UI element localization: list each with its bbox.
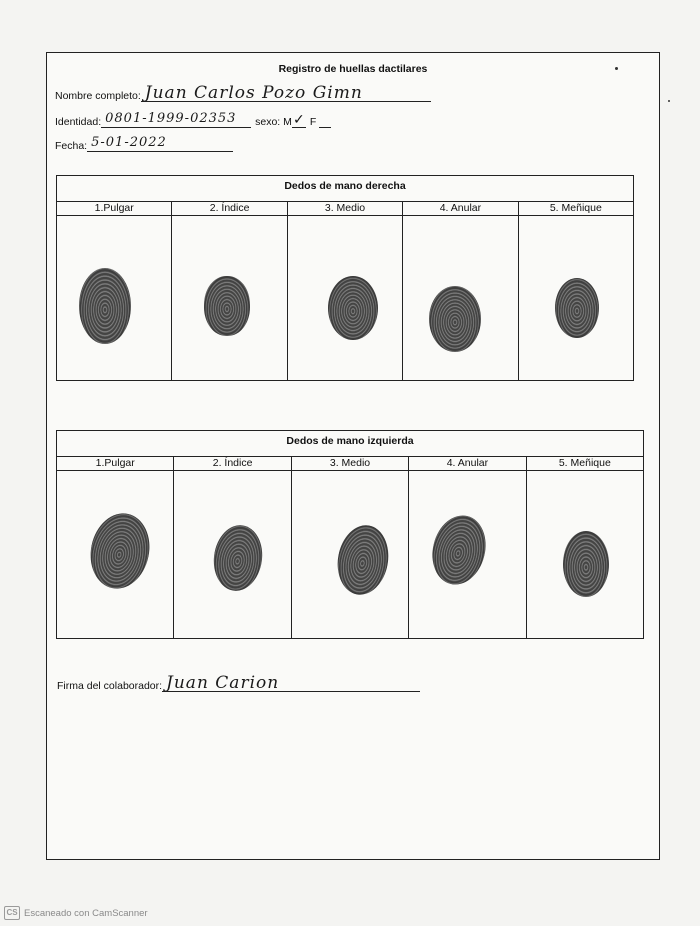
fingerprint-form [46, 52, 660, 860]
left-ring-cell [409, 471, 526, 638]
left-thumb-cell [57, 471, 174, 638]
fingerprint-image [426, 510, 493, 591]
camscanner-logo-icon: CS [4, 906, 20, 920]
ink-speck [668, 100, 670, 102]
check-icon: ✓ [293, 112, 305, 128]
signature-handwriting: Juan Carion [166, 673, 280, 693]
scanner-watermark [4, 906, 148, 920]
left-hand-cells [57, 471, 643, 638]
fingerprint-image [332, 521, 393, 599]
fingerprint-image [429, 286, 481, 352]
left-col-thumb: 1.Pulgar [57, 457, 174, 470]
id-label: Identidad: [55, 116, 102, 128]
name-handwriting: Juan Carlos Pozo Gimn [144, 83, 363, 103]
right-little-cell [519, 216, 633, 380]
fingerprint-image [328, 276, 378, 340]
left-col-middle: 3. Medio [292, 457, 409, 470]
left-col-index: 2. Índice [174, 457, 291, 470]
date-label: Fecha: [55, 140, 88, 152]
signature-label: Firma del colaborador: [57, 680, 163, 692]
fingerprint-image [563, 531, 609, 597]
left-col-little: 5. Meñique [558, 457, 611, 469]
left-hand-columns [57, 457, 643, 471]
right-hand-cells [57, 216, 633, 380]
right-index-cell [172, 216, 287, 380]
right-col-middle: 3. Medio [288, 202, 403, 215]
sex-m-line [292, 113, 306, 128]
left-hand-table [56, 430, 644, 639]
date-handwriting: 5-01-2022 [91, 135, 167, 150]
right-middle-cell [288, 216, 403, 380]
id-line [101, 111, 251, 128]
fingerprint-image [84, 508, 157, 594]
fingerprint-image [204, 276, 250, 336]
signature-line [162, 675, 420, 692]
right-hand-title: Dedos de mano derecha [57, 176, 633, 202]
scanner-text: Escaneado con CamScanner [24, 907, 148, 919]
fingerprint-image [555, 278, 599, 338]
right-hand-table [56, 175, 634, 381]
left-col-ring: 4. Anular [409, 457, 526, 470]
id-handwriting: 0801-1999-02353 [105, 111, 237, 126]
name-line [141, 85, 431, 102]
name-field [55, 85, 431, 102]
left-hand-title: Dedos de mano izquierda [57, 431, 643, 457]
right-col-ring: 4. Anular [403, 202, 518, 215]
right-hand-columns [57, 202, 633, 216]
date-field [55, 135, 233, 152]
left-index-cell [174, 471, 291, 638]
right-col-thumb: 1.Pulgar [57, 202, 172, 215]
right-col-little: 5. Meñique [549, 202, 602, 214]
right-thumb-cell [57, 216, 172, 380]
sex-f-label: F [309, 116, 317, 128]
fingerprint-image [210, 522, 267, 594]
ink-speck [615, 67, 618, 70]
left-little-cell [527, 471, 643, 638]
sex-f-line [319, 127, 331, 128]
right-ring-cell [403, 216, 518, 380]
form-title: Registro de huellas dactilares [278, 63, 428, 75]
fingerprint-image [79, 268, 131, 344]
signature-field [57, 675, 420, 692]
date-line [87, 135, 233, 152]
sex-label: sexo: M [255, 116, 292, 128]
name-label: Nombre completo: [55, 90, 141, 102]
id-field [55, 111, 331, 128]
left-middle-cell [292, 471, 409, 638]
right-col-index: 2. Índice [172, 202, 287, 215]
